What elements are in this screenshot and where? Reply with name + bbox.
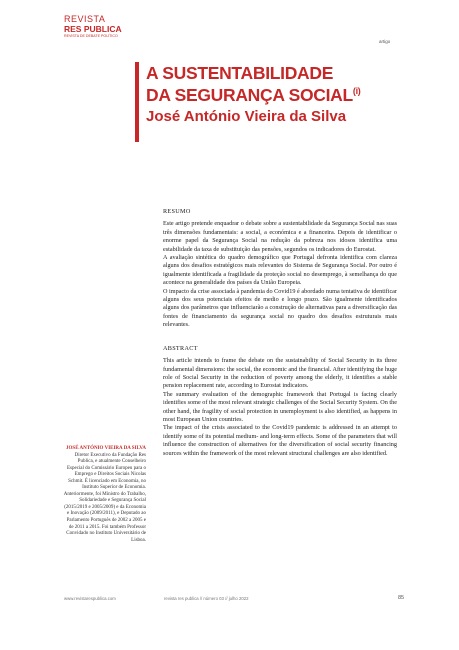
article-body	[163, 208, 397, 458]
title-footnote-mark: (i)	[352, 86, 361, 97]
article-title	[146, 62, 446, 106]
title-line-2	[146, 84, 446, 106]
journal-logo	[64, 15, 154, 38]
footer-issue: revista res publica // número 03 // julho 2022	[164, 596, 249, 601]
resumo-paragraph: A avaliação sintética do quadro demográfico que Portugal defronta identifica com clareza alguns dos desafios estratégicos mais relevantes do Sistema de Segurança Social. Por outro é igualmente identificada a fragilidade da proteção social no desemprego, à semelhança do que acontece na generalidade dos países da União Europeia.	[163, 254, 397, 287]
abstract-heading: ABSTRACT	[163, 344, 198, 352]
title-accent-bar	[135, 62, 139, 142]
abstract-paragraph: The impact of the crisis associated to the Covid19 pandemic is addressed in an attempt to identify some of its potential medium- and long-term effects. Some of the parameters that will influence the construction of alternatives for the diversification of social security financing sources within the framework of the most relevant structural challenges are also identified.	[163, 424, 397, 457]
author-bio-text: Diretor Executivo da Fundação Res Publica, e atualmente Conselheiro Especial do Comissário Europeu para o Emprego e Direitos Sociais Nicolas Schmit. É licenciado em Economia, no Instituto Superior de Economia. Anteriormente, foi Ministro do Trabalho, Solidariedade e Segurança Social (2015/2019 e 2005/2009) e da Economia e Inovação (2009/2011), e Deputado ao Parlamento Português de 2002 a 2005 e de 2011 a 2015. Foi também Professor Convidado no Instituto Universitário de Lisboa.	[63, 452, 146, 543]
title-line-2-text: DA SEGURANÇA SOCIAL	[146, 85, 353, 105]
resumo-paragraph: Este artigo pretende enquadrar o debate sobre a sustentabilidade da Segurança Social nas suas três dimensões fundamentais: a social, a económica e a financeira. Depois de identificar o enorme papel da Segurança Social na redução da pobreza nos idosos identifica uma estabilidade da taxa de substituição das pensões, segundos os indicadores do Eurostat.	[163, 220, 397, 253]
footer-url[interactable]: www.revistarespublica.com	[64, 596, 116, 601]
author-bio-name: JOSÉ ANTÓNIO VIEIRA DA SILVA	[66, 446, 146, 451]
resumo-paragraph: O impacto da crise associada à pandemia do Covid19 é abordado numa tentativa de identificar alguns dos seus potenciais efeitos de medio e longo prazo. São igualmente identificados alguns dos parâmetros que influenciarão a construção de alternativas para a diversificação das fontes de financiamento da segurança social no quadro dos desafios estruturais mais relevantes.	[163, 287, 397, 329]
abstract-paragraph: This article intends to frame the debate on the sustainability of Social Security in its three fundamental dimensions: the social, the economic and the financial. After identifying the huge role of Social Security in the reduction of poverty among the elderly, it identifies a stable pension replacement rate, according to Eurostat indicators.	[163, 357, 397, 390]
article-author: José António Vieira da Silva	[146, 108, 347, 125]
abstract-paragraph: The summary evaluation of the demographic framework that Portugal is facing clearly identifies some of the most relevant strategic challenges of the Social Security System. On the other hand, the fragility of social protection in unemployment is also identified, as happens in most European Union countries.	[163, 390, 397, 423]
title-line-1: A SUSTENTABILIDADE	[146, 63, 334, 83]
logo-subtitle: REVISTA DE DEBATE POLÍTICO	[64, 33, 118, 38]
resumo-heading: RESUMO	[163, 208, 191, 215]
author-bio	[63, 446, 146, 544]
logo-res-publica: RES PUBLICA	[64, 24, 122, 34]
section-tag: artigo	[379, 39, 391, 44]
logo-revista: REVISTA	[64, 14, 106, 24]
page-number: 85	[398, 595, 405, 601]
